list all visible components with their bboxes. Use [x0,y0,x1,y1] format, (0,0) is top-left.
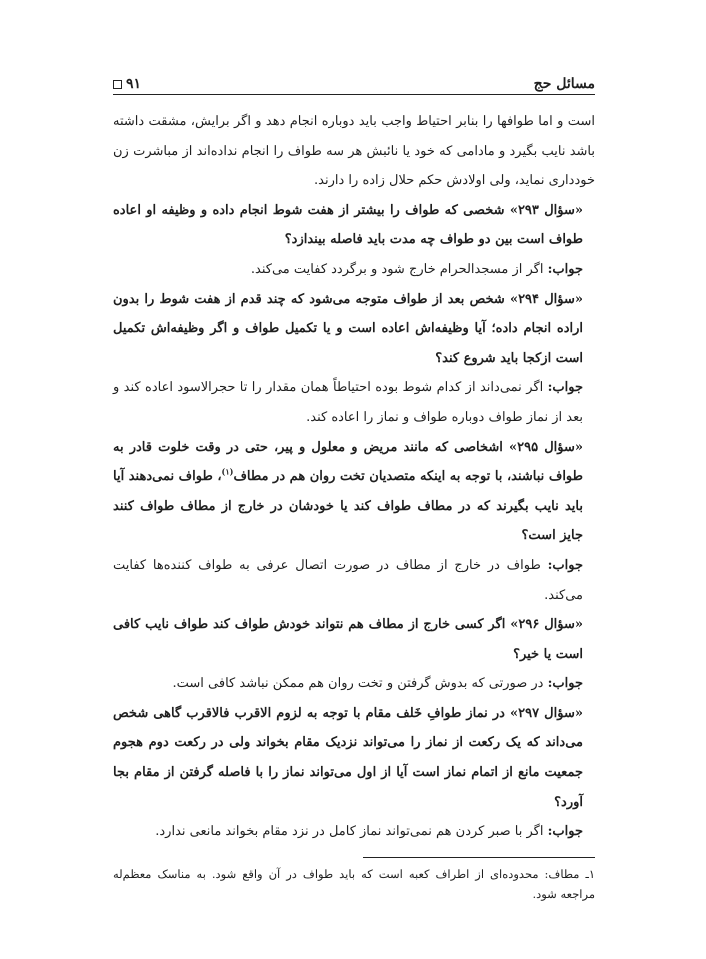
answer-text: اگر با صبر کردن هم نمی‌تواند نماز کامل در نزد مقام بخواند مانعی ندارد. [155,824,544,840]
question-label: «سؤال ۲۹۶» [510,617,583,633]
page-number [113,76,141,92]
answer-label: جواب: [547,676,583,692]
book-page [113,68,595,904]
header-title: مسائل حج [533,76,595,92]
answer-297 [113,817,595,847]
body-text [113,107,595,847]
running-header [113,68,595,95]
answer-label: جواب: [547,380,584,396]
question-label: «سؤال ۲۹۵» [509,439,583,455]
question-label: «سؤال ۲۹۴» [509,291,583,307]
footnote-divider [363,857,595,858]
question-297 [113,699,595,817]
question-296 [113,610,595,669]
answer-text: اگر از مسجدالحرام خارج شود و برگردد کفایت می‌کند. [250,261,544,277]
question-text: شخص بعد از طواف متوجه می‌شود که چند قدم از هفت شوط را بدون اراده انجام داده؛ آیا وظیفه‌اش اعاده است و یا تکمیل طواف و اگر وظیفه‌اش تکمیل است ازکجا باید شروع کند؟ [113,291,583,366]
answer-293 [113,255,595,285]
answer-label: جواب: [547,824,583,840]
question-294 [113,285,595,374]
question-293 [113,196,595,255]
answer-296 [113,669,595,699]
question-label: «سؤال ۲۹۷» [510,705,583,721]
question-text-part-b: ، طواف نمی‌دهند آیا باید نایب بگیرند که در مطاف طواف کند یا خودشان در خارج از مطاف طواف کنند جایز است؟ [113,469,583,544]
question-text: در نماز طوافِ خَلف مقام با توجه به لزوم الاقرب فالاقرب گاهی شخص می‌داند که یک رکعت از نماز را می‌تواند نزدیک مقام بخواند ولی در رکعت دوم هجوم جمعیت مانع از اتمام نماز است آیا از اول می‌تواند نماز را با فاصله گرفتن از مقام بجا آورد؟ [113,705,583,810]
question-text-part-a: اشخاصی که مانند مریض و معلول و پیر، حتی در وقت خلوت قادر به طواف نباشند، با توجه به اینکه متصدیان تخت روان هم در مطاف [113,439,583,485]
answer-295 [113,551,595,610]
question-text: شخصی که طواف را بیشتر از هفت شوط انجام داده و وظیفه او اعاده طواف است بین دو طواف چه مدت باید فاصله بیندازد؟ [113,202,583,248]
answer-text: اگر نمی‌داند از کدام شوط بوده احتیاطاً همان مقدار را تا حجرالاسود اعاده کند و بعد از نماز طواف دوباره طواف و نماز را اعاده کند. [113,380,583,425]
intro-paragraph: است و اما طوافها را بنابر احتیاط واجب باید دوباره انجام دهد و اگر برایش، مشقت داشته باشد نایب بگیرد و مادامی که خود یا نائبش هر سه طواف را انجام نداده‌اند از مباشرت زن خودداری نماید، ولی اولادش حکم حلال زاده را دارند. [113,114,595,189]
answer-text: طواف در خارج از مطاف در صورت اتصال عرفی به طواف کننده‌ها کفایت می‌کند. [113,557,583,603]
answer-label: جواب: [547,261,583,277]
answer-text: در صورتی که بدوش گرفتن و تخت روان هم ممکن نباشد کافی است. [172,676,544,692]
question-295 [113,433,595,551]
answer-294 [113,373,595,432]
footnote: ۱ـ مطاف: محدوده‌ای از اطراف کعبه است که باید طواف در آن واقع شود. به مناسک معظم‌له مراجعه شود. [113,866,595,901]
answer-label: جواب: [547,557,583,573]
square-bullet-icon [113,80,122,89]
question-label: «سؤال ۲۹۳» [509,202,583,218]
page-number-text: ۹۱ [126,76,142,92]
question-text: اگر کسی خارج از مطاف هم نتواند خودش طواف کند طواف نایب کافی است یا خیر؟ [113,617,583,662]
footnote-ref[interactable]: (۱) [221,466,234,477]
